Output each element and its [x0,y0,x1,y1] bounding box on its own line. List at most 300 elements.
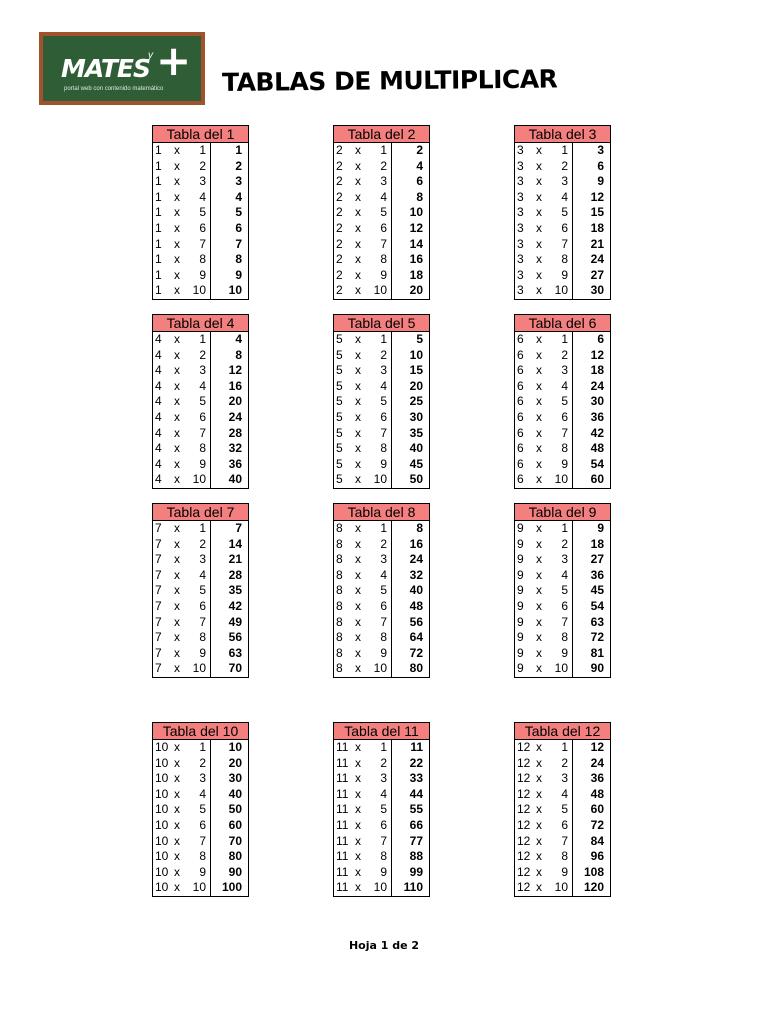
product: 36 [572,410,610,426]
table-row [515,630,610,646]
factor-b: 7 [380,425,387,440]
times-sign: x [355,583,361,598]
factor-a: 11 [336,771,349,786]
factor-b: 5 [199,802,206,817]
factor-b: 4 [380,189,387,204]
table-row [334,143,429,159]
table-row [334,646,429,662]
times-sign: x [536,661,542,676]
factor-a: 9 [517,521,524,535]
product: 49 [210,615,248,631]
factor-b: 9 [199,267,206,282]
table-row [334,521,429,537]
times-sign: x [536,630,542,645]
table-title: Tabla del 11 [334,723,429,740]
table-row [334,252,429,268]
logo-name: MATES [61,54,150,83]
product: 20 [391,283,429,299]
times-sign: x [174,283,180,298]
table-row [334,599,429,615]
factor-a: 9 [517,583,524,598]
product: 21 [210,552,248,568]
product: 27 [572,268,610,284]
product: 18 [572,363,610,379]
times-sign: x [355,786,361,801]
factor-a: 4 [155,409,162,424]
table-row [334,457,429,473]
factor-a: 11 [336,833,349,848]
table-row [153,348,248,364]
times-sign: x [174,252,180,267]
table-row [153,379,248,395]
product: 9 [210,268,248,284]
factor-a: 6 [517,378,524,393]
factor-a: 9 [517,536,524,551]
product: 27 [572,552,610,568]
table-row [334,205,429,221]
times-sign: x [355,283,361,298]
factor-b: 1 [561,521,568,535]
factor-b: 9 [199,864,206,879]
product: 12 [572,348,610,364]
factor-b: 5 [380,205,387,220]
factor-b: 6 [380,220,387,235]
times-sign: x [536,441,542,456]
times-sign: x [355,441,361,456]
factor-b: 2 [561,347,568,362]
logo-y: y [148,50,153,61]
factor-a: 5 [336,456,343,471]
factor-a: 11 [336,740,349,754]
table-row [515,268,610,284]
product: 40 [391,441,429,457]
times-sign: x [536,755,542,770]
times-sign: x [355,174,361,189]
factor-b: 3 [199,363,206,378]
product: 54 [572,457,610,473]
factor-a: 1 [155,220,162,235]
table-row [153,756,248,772]
product: 63 [572,615,610,631]
times-sign: x [174,849,180,864]
times-sign: x [355,236,361,251]
table-row [515,849,610,865]
factor-b: 3 [561,174,568,189]
table-row [334,552,429,568]
times-sign: x [355,409,361,424]
times-sign: x [536,174,542,189]
factor-b: 3 [561,771,568,786]
table-row [334,394,429,410]
factor-a: 8 [336,630,343,645]
factor-b: 10 [192,283,206,298]
factor-b: 2 [199,158,206,173]
table-row [334,818,429,834]
times-sign: x [355,833,361,848]
factor-b: 9 [199,645,206,660]
factor-b: 8 [561,441,568,456]
table-row [153,537,248,553]
times-sign: x [355,378,361,393]
times-sign: x [174,630,180,645]
product: 5 [391,332,429,348]
factor-b: 10 [192,661,206,676]
factor-b: 5 [561,205,568,220]
product: 72 [572,818,610,834]
table-row [334,379,429,395]
factor-b: 4 [199,567,206,582]
multiplication-table [514,125,611,300]
times-sign: x [355,567,361,582]
times-sign: x [174,567,180,582]
product: 60 [210,818,248,834]
product: 63 [210,646,248,662]
product: 2 [391,143,429,159]
table-row [153,410,248,426]
factor-a: 2 [336,174,343,189]
factor-a: 8 [336,598,343,613]
product: 7 [210,521,248,537]
table-row [515,521,610,537]
product: 70 [210,661,248,677]
product: 48 [391,599,429,615]
product: 25 [391,394,429,410]
factor-b: 5 [199,205,206,220]
factor-a: 2 [336,205,343,220]
page-footer: Hoja 1 de 2 [348,939,420,952]
factor-b: 9 [380,864,387,879]
times-sign: x [174,158,180,173]
factor-b: 4 [380,567,387,582]
product: 8 [210,252,248,268]
factor-b: 9 [561,456,568,471]
factor-a: 1 [155,267,162,282]
factor-b: 7 [199,614,206,629]
factor-a: 4 [155,425,162,440]
table-row [153,661,248,677]
product: 6 [572,332,610,348]
product: 36 [210,457,248,473]
times-sign: x [355,267,361,282]
factor-b: 2 [199,755,206,770]
factor-a: 8 [336,661,343,676]
table-row [334,332,429,348]
product: 54 [572,599,610,615]
product: 14 [391,237,429,253]
table-row [515,880,610,896]
factor-b: 3 [199,771,206,786]
table-row [334,537,429,553]
table-row [334,756,429,772]
product: 44 [391,787,429,803]
product: 7 [210,237,248,253]
factor-a: 9 [517,598,524,613]
times-sign: x [174,143,180,157]
table-row [153,802,248,818]
factor-b: 4 [561,567,568,582]
factor-a: 8 [336,614,343,629]
product: 35 [210,583,248,599]
product: 33 [391,771,429,787]
factor-b: 4 [199,189,206,204]
times-sign: x [355,536,361,551]
factor-a: 7 [155,598,162,613]
times-sign: x [536,598,542,613]
factor-b: 9 [380,645,387,660]
factor-b: 8 [561,630,568,645]
factor-a: 10 [155,755,169,770]
factor-a: 4 [155,363,162,378]
table-row [334,740,429,756]
table-row [334,174,429,190]
factor-a: 10 [155,740,169,754]
factor-a: 2 [336,189,343,204]
factor-a: 10 [155,817,169,832]
table-row [153,159,248,175]
product: 30 [391,410,429,426]
factor-b: 10 [373,880,387,895]
product: 60 [572,802,610,818]
factor-a: 8 [336,567,343,582]
product: 96 [572,849,610,865]
table-row [515,472,610,488]
table-row [515,363,610,379]
times-sign: x [536,189,542,204]
factor-a: 7 [155,536,162,551]
table-row [334,568,429,584]
product: 24 [572,379,610,395]
table-title: Tabla del 9 [515,504,610,521]
times-sign: x [174,817,180,832]
factor-b: 3 [380,363,387,378]
factor-a: 3 [517,220,524,235]
factor-a: 12 [517,849,531,864]
factor-a: 5 [336,347,343,362]
times-sign: x [174,220,180,235]
times-sign: x [355,771,361,786]
table-row [153,583,248,599]
times-sign: x [536,740,542,754]
times-sign: x [355,645,361,660]
factor-b: 1 [199,521,206,535]
factor-a: 9 [517,614,524,629]
factor-a: 1 [155,143,162,157]
product: 108 [572,865,610,881]
table-row [153,880,248,896]
times-sign: x [355,755,361,770]
factor-b: 2 [199,347,206,362]
product: 56 [210,630,248,646]
factor-a: 2 [336,252,343,267]
product: 72 [572,630,610,646]
factor-a: 4 [155,347,162,362]
table-row [515,599,610,615]
product: 10 [391,348,429,364]
product: 80 [210,849,248,865]
factor-a: 8 [336,583,343,598]
times-sign: x [355,521,361,535]
product: 30 [572,394,610,410]
factor-a: 5 [336,409,343,424]
times-sign: x [536,552,542,567]
factor-b: 2 [380,347,387,362]
table-row [153,190,248,206]
factor-a: 11 [336,849,349,864]
factor-a: 3 [517,189,524,204]
product: 70 [210,834,248,850]
factor-b: 10 [373,661,387,676]
product: 4 [210,332,248,348]
table-title: Tabla del 6 [515,315,610,332]
factor-a: 5 [336,378,343,393]
table-row [153,472,248,488]
factor-b: 8 [199,849,206,864]
times-sign: x [355,347,361,362]
times-sign: x [355,849,361,864]
product: 30 [210,771,248,787]
product: 3 [210,174,248,190]
product: 110 [391,880,429,896]
product: 50 [210,802,248,818]
table-row [334,441,429,457]
table-row [334,802,429,818]
table-row [334,865,429,881]
table-row [153,787,248,803]
factor-a: 12 [517,786,531,801]
times-sign: x [355,864,361,879]
times-sign: x [536,394,542,409]
times-sign: x [536,283,542,298]
product: 88 [391,849,429,865]
factor-b: 6 [561,817,568,832]
table-row [153,865,248,881]
factor-a: 3 [517,158,524,173]
factor-a: 1 [155,236,162,251]
factor-b: 1 [561,143,568,157]
product: 20 [210,756,248,772]
times-sign: x [355,252,361,267]
factor-b: 8 [380,630,387,645]
product: 50 [391,472,429,488]
factor-b: 7 [561,425,568,440]
factor-a: 5 [336,441,343,456]
factor-b: 5 [561,802,568,817]
product: 10 [210,740,248,756]
product: 24 [210,410,248,426]
product: 55 [391,802,429,818]
times-sign: x [355,472,361,487]
times-sign: x [536,645,542,660]
factor-b: 6 [561,409,568,424]
page-title: TABLAS DE MULTIPLICAR [221,64,558,97]
product: 2 [210,159,248,175]
table-row [153,174,248,190]
factor-a: 4 [155,441,162,456]
product: 80 [391,661,429,677]
factor-b: 5 [561,394,568,409]
factor-b: 4 [561,378,568,393]
factor-a: 11 [336,864,349,879]
product: 8 [391,521,429,537]
factor-a: 1 [155,205,162,220]
logo-chalkboard [43,36,201,101]
table-title: Tabla del 2 [334,126,429,143]
factor-b: 6 [380,409,387,424]
times-sign: x [536,833,542,848]
mates-logo [39,32,205,105]
table-row [153,521,248,537]
times-sign: x [536,378,542,393]
times-sign: x [174,833,180,848]
factor-a: 11 [336,817,349,832]
factor-a: 10 [155,833,169,848]
factor-b: 10 [373,472,387,487]
factor-a: 9 [517,661,524,676]
factor-b: 2 [380,536,387,551]
table-row [334,615,429,631]
factor-a: 11 [336,802,349,817]
factor-b: 6 [380,598,387,613]
product: 16 [391,537,429,553]
table-row [515,646,610,662]
table-row [153,221,248,237]
factor-a: 2 [336,158,343,173]
product: 48 [572,787,610,803]
factor-a: 1 [155,174,162,189]
multiplication-table [152,125,249,300]
factor-a: 7 [155,630,162,645]
times-sign: x [355,614,361,629]
times-sign: x [174,363,180,378]
factor-a: 1 [155,252,162,267]
factor-a: 7 [155,583,162,598]
factor-b: 2 [380,755,387,770]
factor-a: 12 [517,755,531,770]
times-sign: x [174,598,180,613]
product: 1 [210,143,248,159]
factor-b: 6 [199,409,206,424]
factor-b: 6 [199,220,206,235]
times-sign: x [355,332,361,346]
multiplication-table [152,503,249,678]
product: 81 [572,646,610,662]
table-row [515,143,610,159]
times-sign: x [355,363,361,378]
table-row [515,865,610,881]
times-sign: x [174,614,180,629]
product: 90 [572,661,610,677]
table-title: Tabla del 1 [153,126,248,143]
product: 35 [391,426,429,442]
product: 12 [391,221,429,237]
product: 4 [210,190,248,206]
table-row [515,802,610,818]
table-row [153,646,248,662]
times-sign: x [355,394,361,409]
factor-b: 7 [561,236,568,251]
factor-a: 6 [517,332,524,346]
product: 16 [210,379,248,395]
table-title: Tabla del 12 [515,723,610,740]
times-sign: x [355,189,361,204]
table-row [334,583,429,599]
table-row [334,661,429,677]
times-sign: x [174,583,180,598]
times-sign: x [536,456,542,471]
table-row [515,537,610,553]
product: 28 [210,568,248,584]
logo-plus-icon: + [156,36,192,85]
